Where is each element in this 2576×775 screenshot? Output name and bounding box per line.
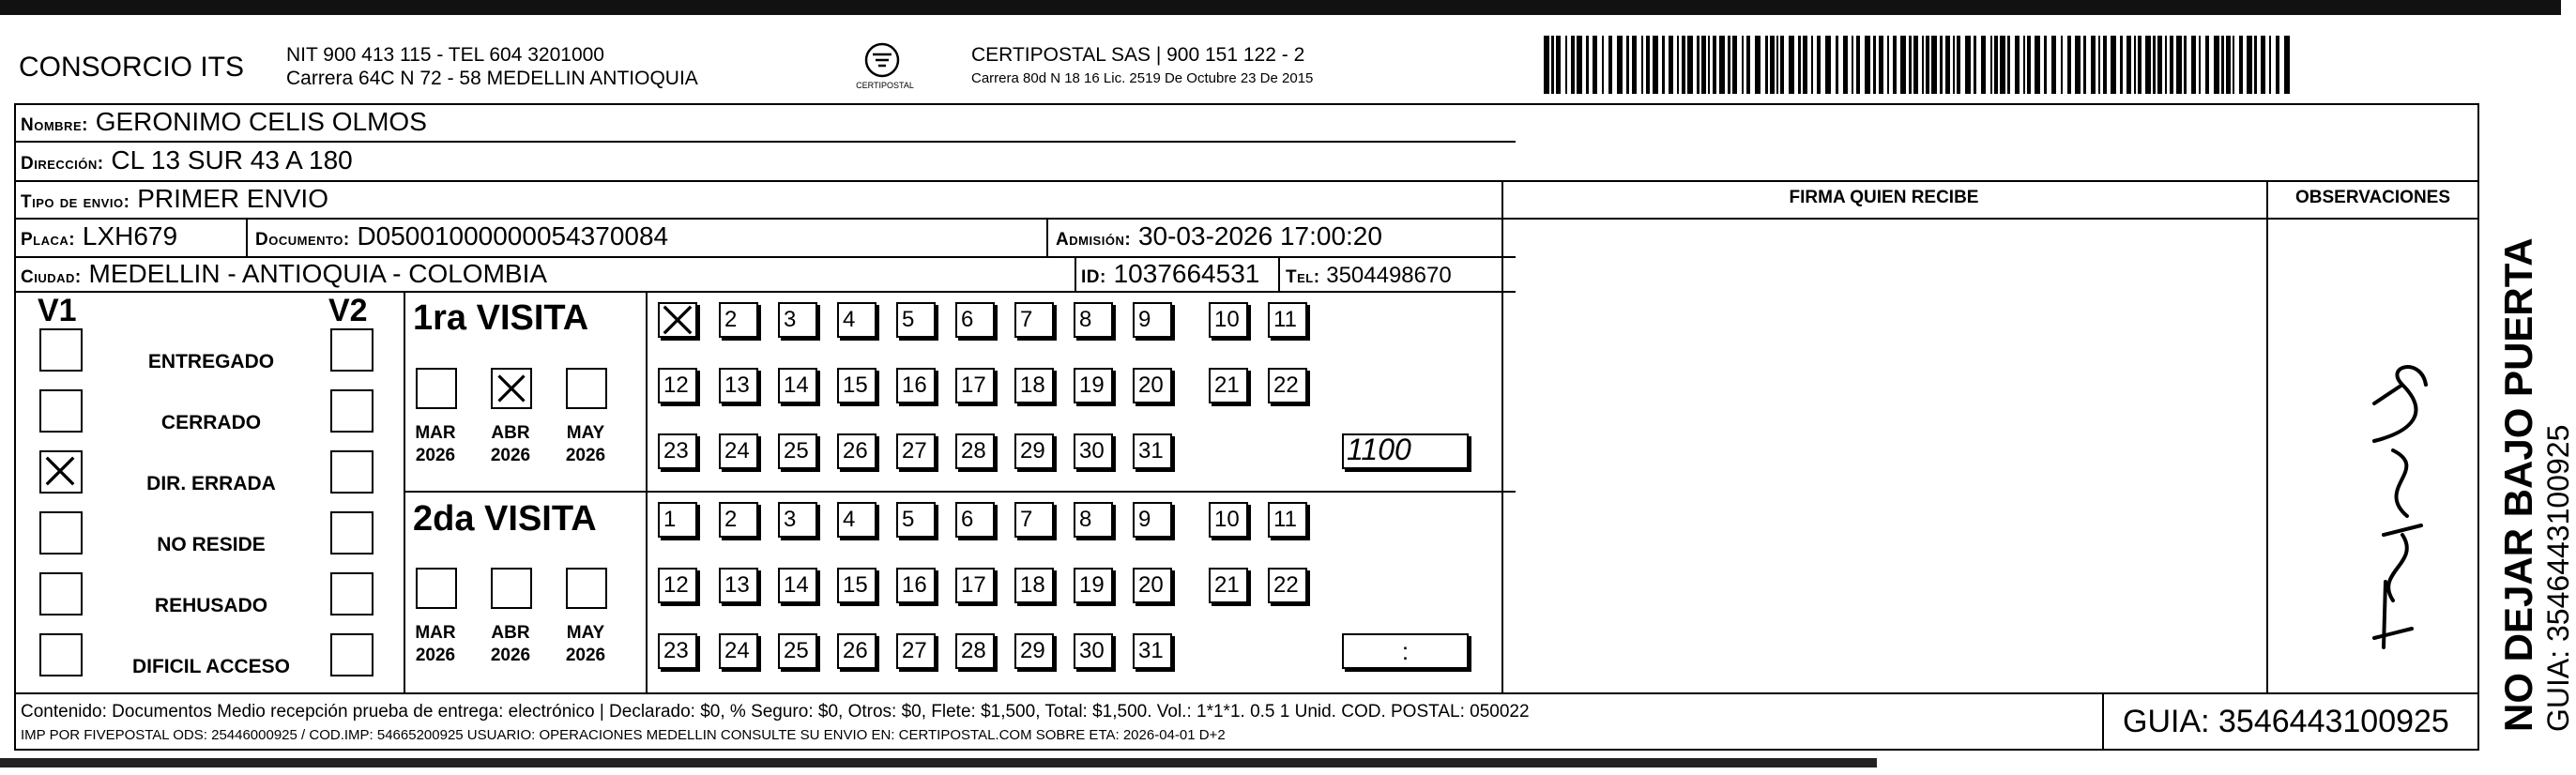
barcode-bar xyxy=(2015,36,2020,94)
first-visit-day-box[interactable]: 22 xyxy=(1268,368,1307,403)
barcode-bar xyxy=(1789,36,1794,94)
first-visit-day-box[interactable]: 2 xyxy=(719,302,758,338)
barcode-bar xyxy=(1994,36,1998,94)
side-text xyxy=(2496,237,2576,732)
barcode-bar xyxy=(2153,36,2156,94)
v2-checkbox[interactable] xyxy=(330,511,373,555)
documento-row xyxy=(255,221,668,255)
first-visit-month-year: 2026 xyxy=(565,446,606,465)
placa-row xyxy=(21,221,177,255)
ciudad-row xyxy=(21,259,547,293)
id-value: 1037664531 xyxy=(1113,259,1260,288)
barcode-bar xyxy=(1981,36,1986,94)
barcode-bar xyxy=(2276,36,2279,94)
first-visit-day-box[interactable]: 4 xyxy=(837,302,876,338)
barcode-bar xyxy=(1641,36,1643,94)
barcode-bar xyxy=(1873,36,1876,94)
status-option-label: CERRADO xyxy=(160,412,262,433)
first-visit-day-box[interactable]: 20 xyxy=(1133,368,1172,403)
barcode-bar xyxy=(1701,36,1706,94)
direccion-value: CL 13 SUR 43 A 180 xyxy=(111,145,353,175)
barcode-bar xyxy=(1544,36,1549,94)
barcode-bar xyxy=(1770,36,1775,94)
barcode-bar xyxy=(1626,36,1629,94)
barcode-bar xyxy=(1746,36,1750,94)
second-visit-day-box[interactable]: 5 xyxy=(896,502,936,538)
second-visit-day-box[interactable]: 7 xyxy=(1014,502,1054,538)
second-visit-day-box[interactable]: 10 xyxy=(1209,502,1248,538)
second-visit-day-box[interactable]: 20 xyxy=(1133,568,1172,603)
divider xyxy=(1278,256,1280,291)
barcode-bar xyxy=(2239,36,2243,94)
divider xyxy=(2102,692,2104,751)
nombre-row xyxy=(21,107,427,141)
barcode-bar xyxy=(1811,36,1813,94)
barcode-bar xyxy=(2214,36,2219,94)
barcode-bar xyxy=(1990,36,1992,94)
second-visit-day-box[interactable]: 22 xyxy=(1268,568,1307,603)
barcode-bar xyxy=(1708,36,1710,94)
divider xyxy=(1075,256,1076,291)
barcode-bar xyxy=(1931,36,1937,94)
barcode-bar xyxy=(2269,36,2271,94)
first-visit-day-box[interactable]: 12 xyxy=(658,368,697,403)
handwritten-time xyxy=(1342,430,1464,467)
first-visit-day-box[interactable]: 5 xyxy=(896,302,936,338)
divider xyxy=(246,218,248,256)
ciudad-label: Ciudad: xyxy=(21,267,82,287)
barcode-bar xyxy=(1887,36,1889,94)
barcode-bar xyxy=(1653,36,1658,94)
first-visit-month-label xyxy=(406,422,465,467)
barcode-bar xyxy=(1669,36,1673,94)
first-visit-day-box[interactable]: 9 xyxy=(1133,302,1172,338)
guia-footer: GUIA: 3546443100925 xyxy=(2123,704,2449,739)
barcode-bar xyxy=(1852,36,1853,94)
barcode-bar xyxy=(1803,36,1807,94)
first-visit-month-label xyxy=(481,422,540,467)
status-option-label: NO RESIDE xyxy=(157,534,266,555)
second-visit-month-box[interactable] xyxy=(566,568,607,609)
divider xyxy=(14,692,2479,694)
barcode-bar xyxy=(1856,36,1860,94)
barcode-bar xyxy=(1646,36,1650,94)
v2-checkbox[interactable] xyxy=(330,633,373,676)
first-visit-title: 1ra VISITA xyxy=(413,298,589,338)
certipostal-line: CERTIPOSTAL SAS | 900 151 122 - 2 xyxy=(971,44,1305,66)
second-visit-day-box[interactable]: 24 xyxy=(719,633,758,669)
barcode-bar xyxy=(2233,36,2234,94)
first-visit-day-box[interactable]: 14 xyxy=(778,368,817,403)
barcode-bar xyxy=(2126,36,2131,94)
second-visit-day-box[interactable]: 2 xyxy=(719,502,758,538)
v1-checkbox[interactable] xyxy=(39,572,83,615)
direccion-label: Dirección: xyxy=(21,154,104,174)
side-guia-text: GUIA: 3546443100925 xyxy=(2541,424,2575,732)
v2-checkbox[interactable] xyxy=(330,572,373,615)
first-visit-day-box[interactable]: 29 xyxy=(1014,433,1054,469)
first-visit-day-box[interactable]: 19 xyxy=(1074,368,1113,403)
barcode-bar xyxy=(1957,36,1960,94)
v2-header: V2 xyxy=(328,293,368,328)
top-border-bar xyxy=(0,0,2561,15)
second-visit-day-box[interactable]: 13 xyxy=(719,568,758,603)
barcode-bar xyxy=(1922,36,1924,94)
second-visit-month-label xyxy=(406,622,465,667)
logo-text: CERTIPOSTAL xyxy=(856,81,914,90)
barcode-bar xyxy=(1602,36,1604,94)
barcode-bar xyxy=(1843,36,1848,94)
barcode-bar xyxy=(2221,36,2224,94)
first-visit-day-box[interactable]: 23 xyxy=(658,433,697,469)
barcode-bar xyxy=(1825,36,1831,94)
admision-value: 30-03-2026 17:00:20 xyxy=(1137,221,1382,251)
barcode-bar xyxy=(2000,36,2005,94)
barcode-bar xyxy=(2111,36,2116,94)
barcode-bar xyxy=(2170,36,2173,94)
first-visit-day-box[interactable]: 13 xyxy=(719,368,758,403)
x-mark-icon xyxy=(42,453,78,489)
no-dejar-text: NO DEJAR BAJO PUERTA xyxy=(2496,237,2540,732)
barcode-bar xyxy=(2091,36,2096,94)
barcode-bar xyxy=(2035,36,2040,94)
first-visit-day-box[interactable]: 25 xyxy=(778,433,817,469)
barcode-bar xyxy=(2157,36,2162,94)
first-visit-month-name: ABR xyxy=(491,423,530,443)
first-visit-day-box[interactable]: 16 xyxy=(896,368,936,403)
certipostal-info xyxy=(971,43,1313,90)
barcode-bar xyxy=(1713,36,1716,94)
barcode-bar xyxy=(2247,36,2252,94)
barcode-bar xyxy=(1608,36,1612,94)
second-visit-day-box[interactable]: 27 xyxy=(896,633,936,669)
barcode-bar xyxy=(1632,36,1637,94)
nit-line: NIT 900 413 115 - TEL 604 3201000 xyxy=(286,44,604,66)
barcode-bar xyxy=(1836,36,1838,94)
second-visit-day-box[interactable]: 14 xyxy=(778,568,817,603)
second-visit-day-box[interactable]: 19 xyxy=(1074,568,1113,603)
tipo-value: PRIMER ENVIO xyxy=(137,184,328,213)
tel-label: Tel: xyxy=(1286,267,1320,287)
second-visit-day-box[interactable]: 30 xyxy=(1074,633,1113,669)
barcode-bar xyxy=(2061,36,2063,94)
handwritten-time-text: 1100 xyxy=(1347,433,1411,466)
barcode-bar xyxy=(2199,36,2201,94)
second-visit-day-box[interactable]: 18 xyxy=(1014,568,1054,603)
barcode-bar xyxy=(1687,36,1693,94)
first-visit-day-box[interactable]: 17 xyxy=(955,368,995,403)
barcode-bar xyxy=(2138,36,2142,94)
second-visit-day-box[interactable]: 23 xyxy=(658,633,697,669)
second-visit-day-box[interactable]: 15 xyxy=(837,568,876,603)
tel-row xyxy=(1286,261,1452,293)
v1-checkbox[interactable] xyxy=(39,328,83,372)
signature xyxy=(2318,347,2459,657)
barcode-bar xyxy=(1728,36,1730,94)
second-visit-month-name: MAR xyxy=(415,623,456,643)
second-visit-day-box[interactable]: 28 xyxy=(955,633,995,669)
first-visit-day-box[interactable]: 24 xyxy=(719,433,758,469)
second-visit-time-box[interactable]: : xyxy=(1342,633,1469,669)
second-visit-day-box[interactable]: 29 xyxy=(1014,633,1054,669)
contenido-text: Contenido: Documentos Medio recepción prueba de entrega: electrónico | Declarado: $0, % Seguro: $0, Otros: $0, Flete: $1,500, Total: $1,500. Vol.: 1*1*1. 0.5 1 Unid. COD. POSTAL: 050022 xyxy=(21,702,1530,722)
first-visit-day-box[interactable]: 7 xyxy=(1014,302,1054,338)
second-visit-month-name: ABR xyxy=(491,623,530,643)
barcode-bar xyxy=(2023,36,2025,94)
barcode-bar xyxy=(2261,36,2265,94)
barcode-bar xyxy=(2120,36,2123,94)
first-visit-day-box[interactable]: 15 xyxy=(837,368,876,403)
barcode-bar xyxy=(2191,36,2196,94)
first-visit-day-box[interactable]: 26 xyxy=(837,433,876,469)
barcode-bar xyxy=(2176,36,2182,94)
second-visit-title: 2da VISITA xyxy=(413,499,597,539)
barcode-bar xyxy=(2044,36,2047,94)
barcode-bar xyxy=(2051,36,2056,94)
barcode-bar xyxy=(1755,36,1761,94)
barcode-bar xyxy=(1817,36,1821,94)
barcode-bar xyxy=(2205,36,2209,94)
barcode-bar xyxy=(1900,36,1906,94)
second-visit-day-box[interactable]: 17 xyxy=(955,568,995,603)
second-visit-month-label xyxy=(556,622,615,667)
second-visit-month-year: 2026 xyxy=(565,646,606,665)
second-visit-day-box[interactable]: 3 xyxy=(778,502,817,538)
first-visit-month-name: MAR xyxy=(415,423,456,443)
barcode-bar xyxy=(1577,36,1582,94)
second-visit-month-label xyxy=(481,622,540,667)
x-mark-icon xyxy=(660,302,695,338)
second-visit-month-year: 2026 xyxy=(415,646,456,665)
barcode-bar xyxy=(1617,36,1623,94)
status-option-label: DIR. ERRADA xyxy=(146,473,276,494)
barcode-bar xyxy=(2067,36,2071,94)
divider xyxy=(646,291,648,692)
barcode-bar xyxy=(2007,36,2010,94)
divider xyxy=(14,256,1516,258)
barcode-bar xyxy=(1940,36,1943,94)
status-option-label: REHUSADO xyxy=(154,595,268,616)
certipostal-address: Carrera 80d N 18 16 Lic. 2519 De Octubre 23 De 2015 xyxy=(971,70,1314,86)
divider xyxy=(1501,180,1503,692)
barcode xyxy=(1544,36,2290,94)
barcode-bar xyxy=(1551,36,1554,94)
first-visit-month-year: 2026 xyxy=(415,446,456,465)
barcode-bar xyxy=(1865,36,1870,94)
status-option-label: DIFICIL ACCESO xyxy=(131,656,290,677)
tipo-label: Tipo de envio: xyxy=(21,192,130,212)
tipo-row xyxy=(21,184,328,218)
divider xyxy=(1046,218,1048,256)
barcode-bar xyxy=(1926,36,1929,94)
barcode-bar xyxy=(2027,36,2031,94)
divider xyxy=(404,291,405,692)
second-visit-day-box[interactable]: 9 xyxy=(1133,502,1172,538)
second-visit-day-box[interactable]: 4 xyxy=(837,502,876,538)
second-visit-day-box[interactable]: 21 xyxy=(1209,568,1248,603)
first-visit-day-box[interactable]: 30 xyxy=(1074,433,1113,469)
barcode-bar xyxy=(1953,36,1955,94)
status-option-label: ENTREGADO xyxy=(147,351,275,372)
first-visit-day-box[interactable]: 21 xyxy=(1209,368,1248,403)
second-visit-day-box[interactable]: 12 xyxy=(658,568,697,603)
divider xyxy=(14,218,2479,220)
barcode-bar xyxy=(2103,36,2107,94)
barcode-bar xyxy=(2226,36,2231,94)
second-visit-day-box[interactable]: 11 xyxy=(1268,502,1307,538)
placa-label: Placa: xyxy=(21,230,76,250)
barcode-bar xyxy=(2184,36,2187,94)
bottom-border-bar xyxy=(0,758,1877,767)
barcode-bar xyxy=(2098,36,2100,94)
second-visit-day-box[interactable]: 16 xyxy=(896,568,936,603)
first-visit-day-box[interactable]: 31 xyxy=(1133,433,1172,469)
v2-checkbox[interactable] xyxy=(330,450,373,494)
barcode-bar xyxy=(1593,36,1597,94)
v1-checkbox[interactable] xyxy=(39,389,83,433)
barcode-bar xyxy=(1719,36,1725,94)
documento-label: Documento: xyxy=(255,230,350,250)
barcode-bar xyxy=(1765,36,1768,94)
divider xyxy=(2266,180,2268,692)
divider xyxy=(14,180,2479,182)
nombre-label: Nombre: xyxy=(21,115,88,135)
direccion-row xyxy=(21,145,353,179)
divider xyxy=(14,141,1516,143)
first-visit-month-box[interactable] xyxy=(566,368,607,409)
company-info xyxy=(286,43,698,90)
second-visit-day-box[interactable]: 1 xyxy=(658,502,697,538)
barcode-bar xyxy=(1742,36,1744,94)
nombre-value: GERONIMO CELIS OLMOS xyxy=(95,107,427,136)
second-visit-day-box[interactable]: 25 xyxy=(778,633,817,669)
second-visit-month-year: 2026 xyxy=(490,646,531,665)
v1-checkbox[interactable] xyxy=(39,511,83,555)
id-label: ID: xyxy=(1081,267,1106,287)
barcode-bar xyxy=(2165,36,2167,94)
first-visit-day-box[interactable]: 3 xyxy=(778,302,817,338)
placa-value: LXH679 xyxy=(82,221,178,251)
ciudad-value: MEDELLIN - ANTIOQUIA - COLOMBIA xyxy=(88,259,548,288)
observaciones-header: OBSERVACIONES xyxy=(2294,188,2451,207)
barcode-bar xyxy=(1909,36,1912,94)
admision-label: Admisión: xyxy=(1056,230,1132,250)
first-visit-day-box[interactable]: 18 xyxy=(1014,368,1054,403)
barcode-bar xyxy=(1662,36,1665,94)
barcode-bar xyxy=(1893,36,1897,94)
second-visit-day-box[interactable]: 8 xyxy=(1074,502,1113,538)
barcode-bar xyxy=(2083,36,2086,94)
id-row xyxy=(1081,259,1259,293)
barcode-bar xyxy=(1565,36,1567,94)
barcode-bar xyxy=(1571,36,1575,94)
barcode-bar xyxy=(1586,36,1589,94)
second-visit-day-box[interactable]: 26 xyxy=(837,633,876,669)
first-visit-day-box[interactable]: 28 xyxy=(955,433,995,469)
first-visit-day-box[interactable]: 8 xyxy=(1074,302,1113,338)
barcode-bar xyxy=(2145,36,2151,94)
barcode-bar xyxy=(1732,36,1737,94)
second-visit-month-name: MAY xyxy=(566,623,605,643)
first-visit-month-label xyxy=(556,422,615,467)
barcode-bar xyxy=(1780,36,1784,94)
barcode-bar xyxy=(1945,36,1950,94)
admision-row xyxy=(1056,221,1382,255)
v1-header: V1 xyxy=(38,293,77,328)
x-mark-icon xyxy=(495,372,528,405)
firma-header: FIRMA QUIEN RECIBE xyxy=(1789,188,1979,207)
first-visit-day-box[interactable]: 11 xyxy=(1268,302,1307,338)
second-visit-month-box[interactable] xyxy=(491,568,532,609)
v2-checkbox[interactable] xyxy=(330,328,373,372)
second-visit-day-box[interactable]: 31 xyxy=(1133,633,1172,669)
barcode-bar xyxy=(1913,36,1918,94)
v2-checkbox[interactable] xyxy=(330,389,373,433)
first-visit-day-box[interactable]: 27 xyxy=(896,433,936,469)
barcode-bar xyxy=(1974,36,1976,94)
barcode-bar xyxy=(1776,36,1778,94)
barcode-bar xyxy=(1879,36,1883,94)
barcode-bar xyxy=(1677,36,1679,94)
barcode-bar xyxy=(1682,36,1685,94)
barcode-bar xyxy=(1798,36,1801,94)
barcode-bar xyxy=(2075,36,2081,94)
first-visit-month-box[interactable] xyxy=(416,368,457,409)
company-name: CONSORCIO ITS xyxy=(19,52,245,83)
barcode-bar xyxy=(2254,36,2257,94)
second-visit-day-box[interactable]: 6 xyxy=(955,502,995,538)
first-visit-month-name: MAY xyxy=(566,423,605,443)
v1-checkbox[interactable] xyxy=(39,633,83,676)
first-visit-month-year: 2026 xyxy=(490,446,531,465)
divider xyxy=(404,491,1516,493)
second-visit-month-box[interactable] xyxy=(416,568,457,609)
barcode-bar xyxy=(1697,36,1700,94)
first-visit-day-box[interactable]: 6 xyxy=(955,302,995,338)
company-address: Carrera 64C N 72 - 58 MEDELLIN ANTIOQUIA xyxy=(286,68,698,89)
barcode-bar xyxy=(1556,36,1561,94)
first-visit-day-box[interactable]: 10 xyxy=(1209,302,1248,338)
tel-value: 3504498670 xyxy=(1326,263,1452,288)
barcode-bar xyxy=(2134,36,2136,94)
barcode-bar xyxy=(2284,36,2290,94)
barcode-bar xyxy=(1965,36,1971,94)
documento-value: D05001000000054370084 xyxy=(357,221,669,251)
imp-text: IMP POR FIVEPOSTAL ODS: 25446000925 / COD.IMP: 54665200925 USUARIO: OPERACIONES MEDELLIN CONSULTE SU ENVIO EN: CERTIPOSTAL.COM SOBRE ETA: 2026-04-01 D+2 xyxy=(21,727,1226,743)
